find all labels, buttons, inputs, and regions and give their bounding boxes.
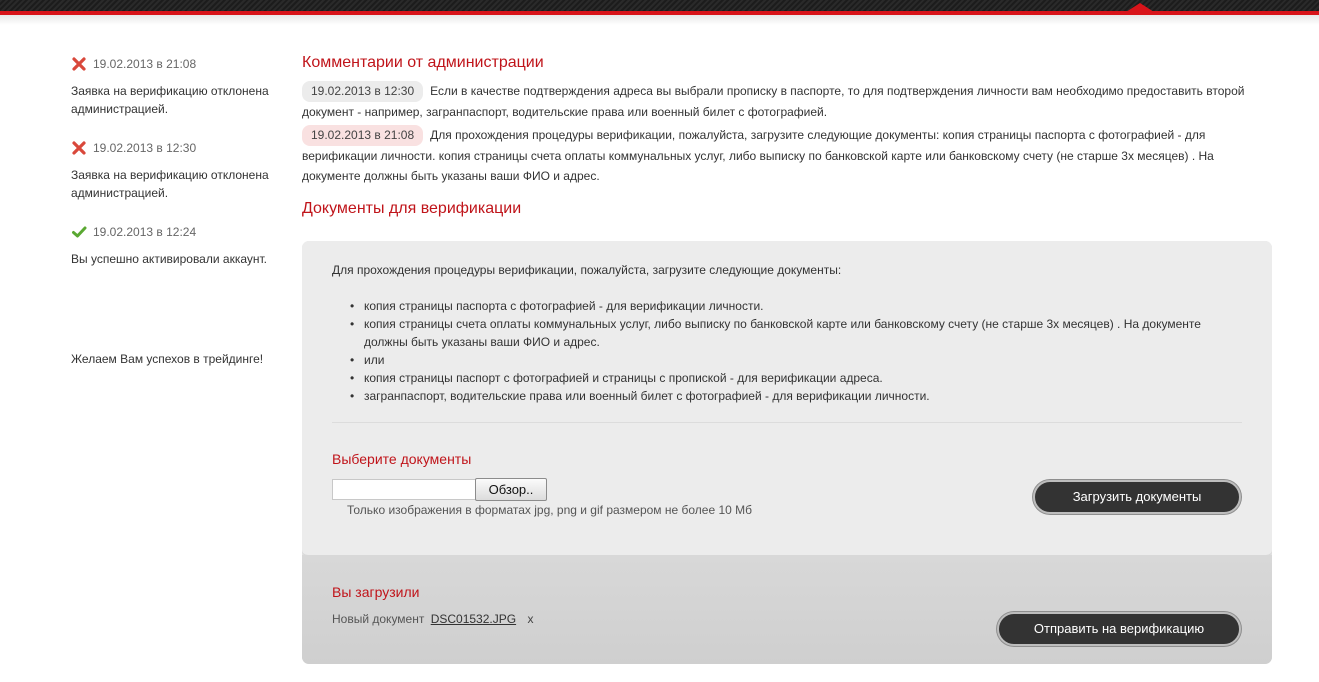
event-date: 19.02.2013 в 12:30 [93,141,197,155]
main-content [302,54,1274,227]
upload-documents-button[interactable]: Загрузить документы [1033,480,1241,514]
list-item: • копия страницы паспорта с фотографией - для верификации личности. [350,297,1210,315]
divider [332,422,1242,423]
admin-comment [302,125,1274,186]
event-item [71,224,293,268]
event-date: 19.02.2013 в 21:08 [93,57,197,71]
documents-intro: Для прохождения процедуры верификации, пожалуйста, загрузите следующие документы: [332,263,842,277]
sidebar-wish-text: Желаем Вам успехов в трейдинге! [71,352,264,366]
admin-comment [302,81,1274,122]
comment-text: Для прохождения процедуры верификации, пожалуйста, загрузите следующие документы: копия страницы паспорта с фотографией - для верификации личности. копия страницы счета оплаты коммунальных услуг, либо выписку по банковской карте или банковскому счету (не старше 3х месяцев) . На документе должны быть указаны ваши ФИО и адрес. [302,128,1214,183]
uploaded-title: Вы загрузили [332,584,420,600]
documents-panel [302,241,1272,664]
event-header [71,224,293,240]
choose-documents-title: Выберите документы [332,451,472,467]
event-item [71,56,293,118]
upload-section [302,241,1272,556]
list-item: • копия страницы счета оплаты коммунальных услуг, либо выписку по банковской карте или банковскому счету (не старше 3х месяцев) . На документе должны быть указаны ваши ФИО и адрес. [350,315,1210,351]
file-path-input[interactable] [332,479,476,500]
event-sidebar [71,56,293,366]
file-format-note: Только изображения в форматах jpg, png и gif размером не более 10 Мб [347,503,753,517]
documents-title: Документы для верификации [302,200,522,217]
event-header [71,140,293,156]
event-text: Заявка на верификацию отклонена администрацией. [71,168,269,200]
green-check-icon [71,224,87,240]
list-item: • загранпаспорт, водительские права или военный билет с фотографией - для верификации личности. [350,387,1210,405]
event-header [71,56,293,72]
top-bar [0,0,1319,11]
comment-date-badge: 19.02.2013 в 21:08 [302,125,423,146]
comment-date-badge: 19.02.2013 в 12:30 [302,81,423,102]
required-documents-list [350,297,1210,405]
red-cross-icon [71,56,87,72]
browse-button[interactable]: Обзор.. [475,478,547,501]
uploaded-prefix: Новый документ [332,612,425,626]
event-text: Вы успешно активировали аккаунт. [71,252,268,266]
list-item: • или [350,351,1210,369]
comment-text: Если в качестве подтверждения адреса вы выбрали прописку в паспорте, то для подтверждения личности вам необходимо предоставить второй документ - например, загранпаспорт, водительские права или военный билет с фотографией. [302,84,1245,119]
top-bar-shadow [0,15,1319,25]
uploaded-document-row [332,612,533,626]
event-item [71,140,293,202]
uploaded-section [302,555,1272,664]
list-item: • копия страницы паспорт с фотографией и страницы с пропиской - для верификации адреса. [350,369,1210,387]
event-date: 19.02.2013 в 12:24 [93,225,197,239]
red-cross-icon [71,140,87,156]
remove-file-button[interactable]: x [527,612,534,626]
event-text: Заявка на верификацию отклонена администрацией. [71,84,269,116]
uploaded-file-link[interactable]: DSC01532.JPG [430,612,517,626]
comments-title: Комментарии от администрации [302,54,544,71]
send-for-verification-button[interactable]: Отправить на верификацию [997,612,1241,646]
